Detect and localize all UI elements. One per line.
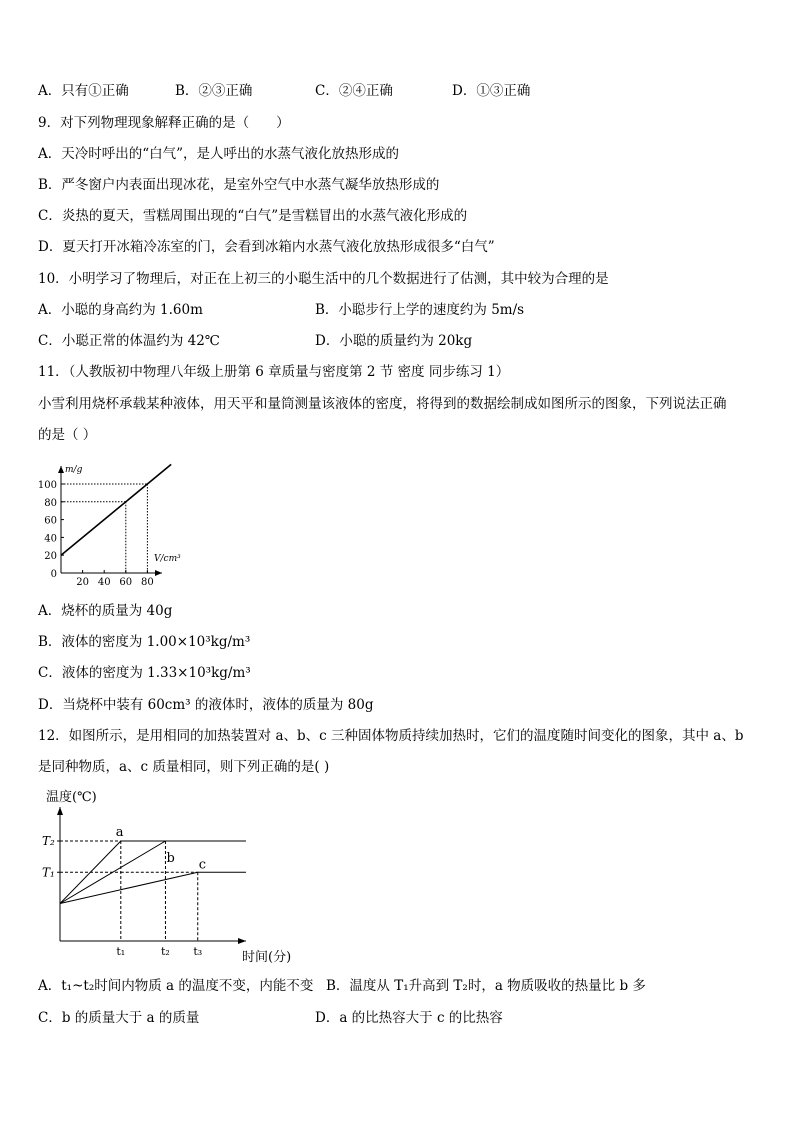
- y-axis-arrow: [58, 466, 64, 473]
- q11-option-a: A．烧杯的质量为 40g: [38, 603, 173, 619]
- q12-stem-line1: 12．如图所示，是用相同的加热装置对 a、b、c 三种固体物质持续加热时，它们的温度随时间变化的图象，其中 a、b: [38, 728, 744, 744]
- q11-option-b: B．液体的密度为 1.00×10³kg/m³: [38, 634, 251, 650]
- x-tick-label: 40: [97, 577, 111, 588]
- x-axis-arrow: [155, 570, 162, 576]
- q10-option-a: A．小聪的身高约为 1.60m: [38, 302, 203, 318]
- q11-source: 11．（人教版初中物理八年级上册第 6 章质量与密度第 2 节 密度 同步练习 1）: [38, 364, 510, 380]
- q10-option-c: C．小聪正常的体温约为 42℃: [38, 333, 220, 349]
- q12-option-b: B．温度从 T₁升高到 T₂时，a 物质吸收的热量比 b 多: [326, 978, 646, 994]
- y-axis-label: 温度(℃): [46, 790, 97, 805]
- x-tick-label: 80: [141, 577, 154, 588]
- x-tick-label: 20: [76, 577, 89, 588]
- q11-option-c: C．液体的密度为 1.33×10³kg/m³: [38, 665, 251, 681]
- q9-option-a: A．天冷时呼出的“白气”，是人呼出的水蒸气液化放热形成的: [38, 146, 400, 162]
- q10-option-d: D．小聪的质量约为 20kg: [315, 333, 473, 349]
- series-b-label: b: [166, 851, 175, 866]
- series-c: [60, 872, 198, 903]
- q9-option-c: C．炎热的夏天，雪糕周围出现的“白气”是雪糕冒出的水蒸气液化形成的: [38, 208, 468, 224]
- x-axis-arrow: [238, 938, 246, 944]
- q10-option-b: B．小聪步行上学的速度约为 5m/s: [315, 302, 525, 318]
- x-tick-label: 60: [119, 577, 133, 588]
- q8-option-d: D．①③正确: [452, 83, 531, 99]
- temperature-time-graph: [30, 783, 310, 968]
- y-tick-label-t2: T₂: [42, 834, 55, 848]
- q12-option-d: D．a 的比热容大于 c 的比热容: [315, 1010, 503, 1026]
- q11-stem-line2: 的是（ ）: [38, 427, 97, 443]
- q8-option-a: A．只有①正确: [38, 83, 129, 99]
- q12-stem-line2: 是同种物质，a、c 质量相同，则下列正确的是( ): [38, 759, 330, 775]
- q8-option-b: B．②③正确: [175, 83, 253, 99]
- q8-option-c: C．②④正确: [315, 83, 393, 99]
- series-c-label: c: [198, 857, 207, 873]
- y-tick-label: 80: [44, 497, 57, 509]
- mass-volume-graph: [30, 458, 200, 588]
- q9-option-d: D．夏天打开冰箱冷冻室的门，会看到冰箱内水蒸气液化放热形成很多“白气”: [38, 239, 495, 255]
- x-axis-label: V/cm³: [154, 554, 181, 564]
- y-axis-arrow: [57, 807, 63, 815]
- y-tick-label: 0: [50, 569, 57, 580]
- x-axis-label: 时间(分): [242, 950, 292, 965]
- x-tick-label: t₃: [193, 945, 203, 958]
- q9-stem: 9．对下列物理现象解释正确的是（ ）: [38, 115, 290, 131]
- series-a-label: a: [115, 825, 124, 840]
- q10-stem: 10．小明学习了物理后，对正在上初三的小聪生活中的几个数据进行了估测，其中较为合理的是: [38, 271, 609, 287]
- y-tick-label: 20: [44, 551, 57, 563]
- y-tick-label: 40: [44, 533, 57, 545]
- q11-stem-line1: 小雪利用烧杯承载某种液体，用天平和量筒测量该液体的密度，将得到的数据绘制成如图所示的图象，下列说法正确: [38, 396, 727, 412]
- y-tick-label: 100: [37, 480, 57, 491]
- q11-option-d: D．当烧杯中装有 60cm³ 的液体时，液体的质量为 80g: [38, 697, 374, 713]
- y-tick-label: 60: [44, 515, 57, 527]
- data-line: [61, 464, 171, 555]
- q9-option-b: B．严冬窗户内表面出现冰花，是室外空气中水蒸气凝华放热形成的: [38, 177, 440, 193]
- q12-option-a: A．t₁~t₂时间内物质 a 的温度不变，内能不变: [38, 978, 314, 994]
- x-tick-label: t₁: [116, 945, 126, 958]
- y-tick-label-t1: T₁: [42, 865, 55, 880]
- q12-option-c: C．b 的质量大于 a 的质量: [38, 1010, 200, 1026]
- y-axis-label: m/g: [65, 465, 83, 475]
- x-tick-label: t₂: [161, 945, 170, 958]
